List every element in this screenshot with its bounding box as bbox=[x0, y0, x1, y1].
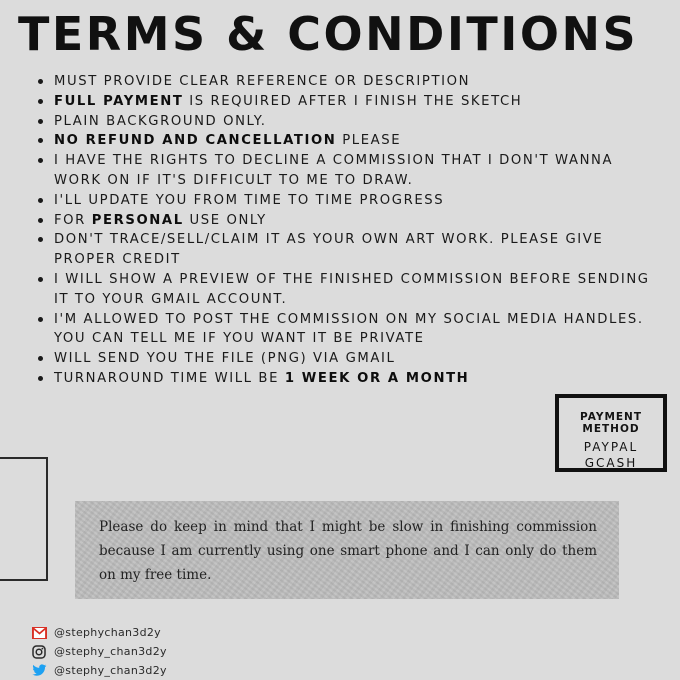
social-handles bbox=[31, 623, 167, 680]
decorative-frame bbox=[0, 457, 48, 581]
term-item: WILL SEND YOU THE FILE (PNG) VIA GMAIL bbox=[36, 349, 666, 369]
term-item: FULL PAYMENT IS REQUIRED AFTER I FINISH THE SKETCH bbox=[36, 92, 666, 112]
term-item: MUST PROVIDE CLEAR REFERENCE OR DESCRIPTION bbox=[36, 72, 666, 92]
term-item: NO REFUND AND CANCELLATION PLEASE bbox=[36, 131, 666, 151]
term-item: DON'T TRACE/SELL/CLAIM IT AS YOUR OWN ART WORK. PLEASE GIVE PROPER CREDIT bbox=[36, 230, 666, 270]
social-row-gmail bbox=[31, 623, 167, 642]
social-row-instagram bbox=[31, 642, 167, 661]
gmail-handle[interactable]: @stephychan3d2y bbox=[54, 626, 161, 639]
social-row-twitter bbox=[31, 661, 167, 680]
twitter-icon bbox=[31, 663, 47, 679]
payment-method-paypal: PAYPAL bbox=[583, 440, 639, 454]
payment-method-gcash: GCASH bbox=[584, 456, 638, 470]
note-box bbox=[75, 501, 619, 599]
gmail-icon bbox=[31, 625, 47, 641]
term-item: FOR PERSONAL USE ONLY bbox=[36, 211, 666, 231]
term-item: I'LL UPDATE YOU FROM TIME TO TIME PROGRESS bbox=[36, 191, 666, 211]
terms-list bbox=[36, 72, 666, 389]
payment-method-title: PAYMENT METHOD bbox=[579, 411, 643, 435]
instagram-icon bbox=[31, 644, 47, 660]
term-item: I'M ALLOWED TO POST THE COMMISSION ON MY SOCIAL MEDIA HANDLES. YOU CAN TELL ME IF YOU WANT IT BE PRIVATE bbox=[36, 310, 666, 350]
term-item: I WILL SHOW A PREVIEW OF THE FINISHED COMMISSION BEFORE SENDING IT TO YOUR GMAIL ACCOUNT. bbox=[36, 270, 666, 310]
term-item: I HAVE THE RIGHTS TO DECLINE A COMMISSION THAT I DON'T WANNA WORK ON IF IT'S DIFFICULT TO ME TO DRAW. bbox=[36, 151, 666, 191]
instagram-handle[interactable]: @stephy_chan3d2y bbox=[54, 645, 167, 658]
note-text: Please do keep in mind that I might be slow in finishing commission because I am currently using one smart phone and I can only do them on my free time. bbox=[99, 519, 597, 583]
twitter-handle[interactable]: @stephy_chan3d2y bbox=[54, 664, 167, 677]
term-item: TURNAROUND TIME WILL BE 1 WEEK OR A MONTH bbox=[36, 369, 666, 389]
term-item: PLAIN BACKGROUND ONLY. bbox=[36, 112, 666, 132]
payment-method-box bbox=[555, 394, 667, 472]
page-title: TERMS & CONDITIONS bbox=[18, 7, 639, 61]
